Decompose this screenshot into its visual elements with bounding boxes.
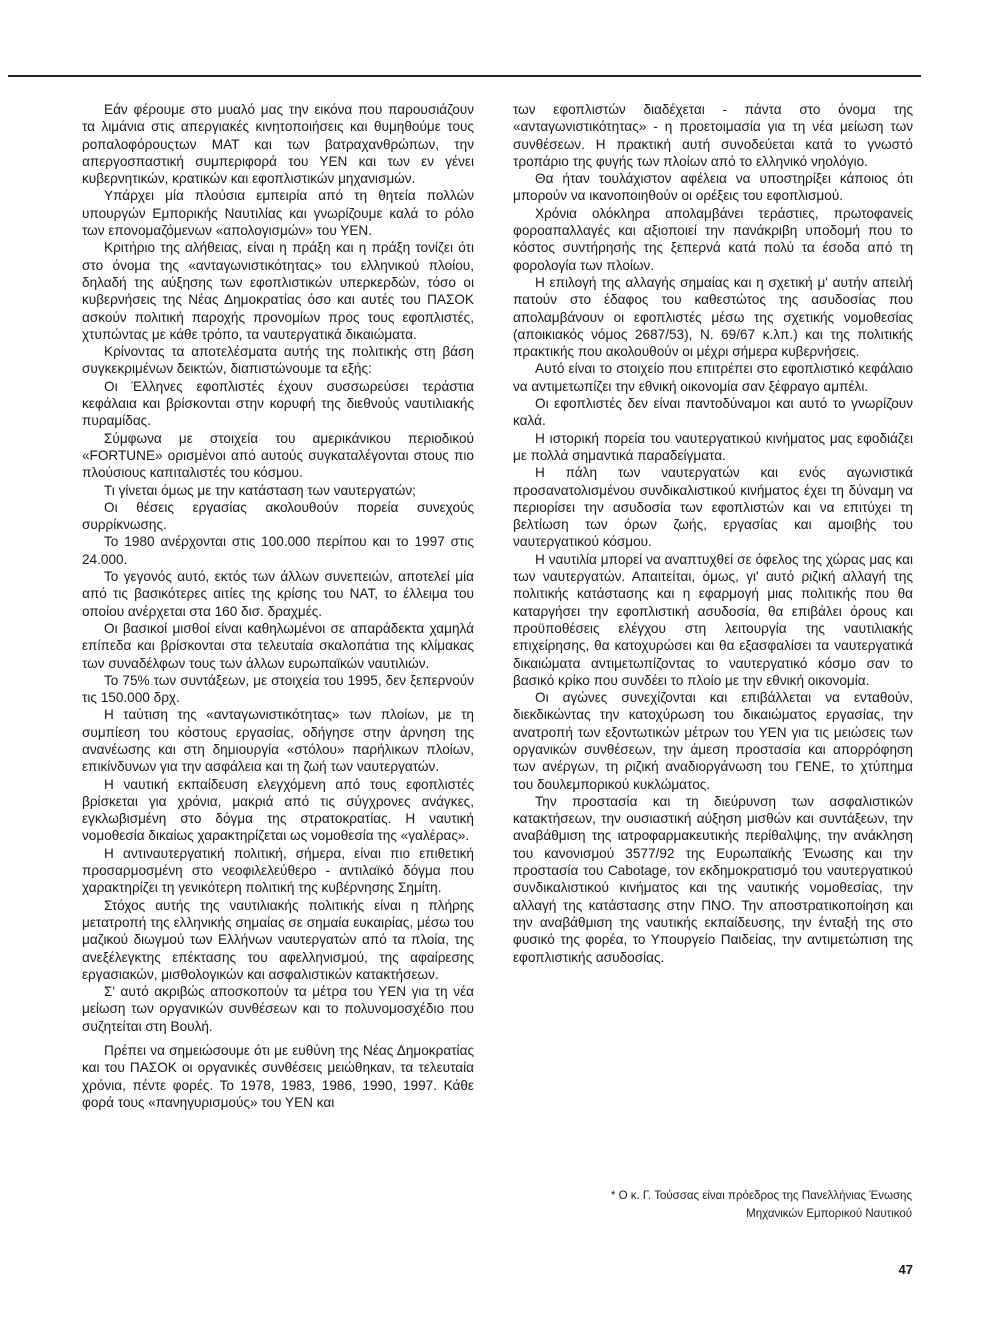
- paragraph: Η αντιναυτεργατική πολιτική, σήμερα, είναι πιο επιθετική προσαρμοσμένη στο νεοφιλελεύθερο - αντιλαϊκό δόγμα που χαρακτηρίζει τη γενικότερη πολιτική της κυβέρνησης Σημίτη.: [82, 845, 474, 896]
- paragraph: Η ναυτική εκπαίδευση ελεγχόμενη από τους εφοπλιστές βρίσκεται για χρόνια, μακριά από τις σύγχρονες ανάγκες, εγκλωβισμένη στο δόγμα της στρατοκρατίας. Η ναυτική νομοθεσία δικαίως χαρακτηρίζεται ως νομοθεσία της «γαλέρας».: [82, 776, 474, 844]
- paragraph: Η επιλογή της αλλαγής σημαίας και η σχετική μ' αυτήν απειλή πατούν στο έδαφος του καθεστώτος της ασυδοσίας που απολαμβάνουν οι εφοπλιστές μέσω της σχετικής νομοθεσίας (αποικιακός νόμος 2687/53), Ν. 69/67 κ.λπ.) και της πολιτικής πρακτικής που ακολουθούν οι μέχρι σήμερα κυβερνήσεις.: [513, 274, 913, 360]
- author-footnote: [520, 1187, 912, 1223]
- paragraph: Εάν φέρουμε στο μυαλό μας την εικόνα που παρουσιάζουν τα λιμάνια στις απεργιακές κινητοποιήσεις και θυμηθούμε τους ροπαλοφόρουςτων ΜΑΤ και των βατραχανθρώπων, την απεργοσπαστική συμπεριφορά του ΥΕΝ και των εν γένει κυβερνητικών, κρατικών και εφοπλιστικών μηχανισμών.: [82, 102, 474, 187]
- paragraph: Στόχος αυτής της ναυτιλιακής πολιτικής είναι η πλήρης μετατροπή της ελληνικής σημαίας σε σημαία ευκαιρίας, μέσω του μαζικού διωγμού των Ελλήνων ναυτεργατών από τα πλοία, της ανεξέλεγκτης επέκτασης του αφελληνισμού, της αφαίρεσης εργασιακών, μισθολογικών και ασφαλιστικών κατακτήσεων.: [82, 897, 474, 982]
- paragraph: Η ταύτιση της «ανταγωνιστικότητας» των πλοίων, με τη συμπίεση του κόστους εργασίας, οδήγησε στην άρνηση της ανανέωσης και στη δημιουργία «στόλου» παρήλικων πλοίων, επικίνδυνων για την ασφάλεια και τη ζωή των ναυτεργατών.: [82, 707, 474, 775]
- paragraph: Πρέπει να σημειώσουμε ότι με ευθύνη της Νέας Δημοκρατίας και του ΠΑΣΟΚ οι οργανικές συνθέσεις μειώθηκαν, τα τελευταία χρόνια, πέντε φορές. Το 1978, 1983, 1986, 1990, 1997. Κάθε φορά τους «πανηγυρισμούς» του ΥΕΝ και: [82, 1043, 474, 1110]
- paragraph: Χρόνια ολόκληρα απολαμβάνει τεράστιες, πρωτοφανείς φοροαπαλλαγές και αξιοποιεί την πανάκριβη υποδομή που το κόστος συντήρησής της ξεπερνά κατά πολύ τα έσοδα από τη φορολογία των πλοίων.: [513, 205, 913, 273]
- paragraph: Αυτό είναι το στοιχείο που επιτρέπει στο εφοπλιστικό κεφάλαιο να αντιμετωπίζει την εθνική οικονομία σαν ξέφραγο αμπέλι.: [513, 361, 913, 394]
- top-rule: [8, 75, 921, 77]
- page-number: 47: [898, 1262, 913, 1277]
- paragraph: Οι εφοπλιστές δεν είναι παντοδύναμοι και αυτό το γνωρίζουν καλά.: [513, 396, 913, 429]
- paragraph: Η ιστορική πορεία του ναυτεργατικού κινήματος μας εφοδιάζει με πολλά σημαντικά παραδείγματα.: [513, 430, 913, 463]
- paragraph: Το γεγονός αυτό, εκτός των άλλων συνεπειών, αποτελεί μία από τις βασικότερες αιτίες της κρίσης του ΝΑΤ, το έλλειμα του οποίου ανέρχεται στα 160 δισ. δραχμές.: [82, 569, 474, 619]
- paragraph: Τι γίνεται όμως με την κατάσταση των ναυτεργατών;: [104, 482, 416, 498]
- paragraph: Θα ήταν τουλάχιστον αφέλεια να υποστηρίξει κάποιος ότι μπορούν να ικανοποιηθούν οι ορέξεις του εφοπλισμού.: [513, 171, 913, 204]
- paragraph: Οι αγώνες συνεχίζονται και επιβάλλεται να ενταθούν, διεκδικώντας την κατοχύρωση του δικαιώματος εργασίας, την ανατροπή των εξοντωτικών μέτρων του ΥΕΝ για τις μειώσεις των οργανικών συνθέσεων, την άμεση προστασία και απορρόφηση των ανέργων, τη ριζική αναδιοργάνωση του ΓΕΝΕ, το χτύπημα του δουλεμπορικού κυκλώματος.: [513, 690, 913, 792]
- paragraph: Η ναυτιλία μπορεί να αναπτυχθεί σε όφελος της χώρας μας και των ναυτεργατών. Απαιτείται, όμως, γι' αυτό ριζική αλλαγή της πολιτικής κατάστασης και η εφαρμογή μιας πολιτικής που θα καταργήσει την εφοπλιστική ασυδοσία, θα επιβάλει όρους και προϋποθέσεις ελέγχου στη λειτουργία της ναυτιλιακής επιχείρησης, θα κατοχυρώσει και θα εξασφαλίσει τα ναυτεργατικά δικαιώματα αντιμετωπίζοντας το ναυτεργατικό κόσμο σαν το βασικό κρίκο που συνδέει το πλοίο με την εθνική οικονομία.: [513, 551, 913, 688]
- footnote-line: * Ο κ. Γ. Τούσσας είναι πρόεδρος της Πανελλήνιας Ένωσης: [610, 1190, 912, 1202]
- paragraph: των εφοπλιστών διαδέχεται - πάντα στο όνομα της «ανταγωνιστικότητας» - η προετοιμασία για τη νέα μείωση των συνθέσεων. Η πρακτική αυτή συνοδεύεται κατά το γνωστό τροπάριο της φυγής των πλοίων από το ελληνικό νηολόγιο.: [513, 102, 913, 169]
- right-column: [513, 101, 913, 966]
- paragraph: Την προστασία και τη διεύρυνση των ασφαλιστικών κατακτήσεων, την ουσιαστική αύξηση μισθών και συντάξεων, την αναβάθμιση της ιατροφαρμακευτικής περίθαλψης, την ανάκληση του κανονισμού 3577/92 της Ευρωπαϊκής Ένωσης και την προστασία του Cabotage, τον εκδημοκρατισμό του ναυτεργατικού συνδικαλιστικού κινήματος και της ναυτικής νομοθεσίας, την αλλαγή της κατάστασης στην ΠΝΟ. Την αποστρατικοποίηση και την αναβάθμιση της ναυτικής εκπαίδευσης, την ένταξή της στο φυσικό της φορέα, το Υπουργείο Παιδείας, την αντιμετώπιση της εφοπλιστικής ασυδοσίας.: [513, 793, 913, 965]
- paragraph: Κρίνοντας τα αποτελέσματα αυτής της πολιτικής στη βάση συγκεκριμένων δεικτών, διαπιστώνουμε τα εξής:: [82, 344, 474, 377]
- paragraph: Σύμφωνα με στοιχεία του αμερικάνικου περιοδικού «FORTUNE» ορισμένοι από αυτούς συγκαταλέγονται στους πιο πλούσιους καπιταλιστές του κόσμου.: [82, 430, 474, 481]
- paragraph: Οι θέσεις εργασίας ακολουθούν πορεία συνεχούς συρρίκνωσης.: [82, 499, 474, 533]
- paragraph: Η πάλη των ναυτεργατών και ενός αγωνιστικά προσανατολισμένου συνδικαλιστικού κινήματος έχει τη δύναμη να περιορίσει την ασυδοσία των εφοπλιστών και να επιτύχει τη βελτίωση των όρων ζωής, εργασίας και αμοιβής του ναυτεργατικού κόσμου.: [513, 465, 913, 550]
- paragraph: Σ' αυτό ακριβώς αποσκοπούν τα μέτρα του ΥΕΝ για τη νέα μείωση των οργανικών συνθέσεων και το πολυνομοσχέδιο που συζητείται στη Βουλή.: [82, 984, 474, 1034]
- paragraph: Το 75% των συντάξεων, με στοιχεία του 1995, δεν ξεπερνούν τις 150.000 δρχ.: [82, 672, 474, 706]
- paragraph: Το 1980 ανέρχονται στις 100.000 περίπου και το 1997 στις 24.000.: [82, 534, 474, 567]
- paragraph: Υπάρχει μία πλούσια εμπειρία από τη θητεία πολλών υπουργών Εμπορικής Ναυτιλίας και γνωρίζουμε καλά το ρόλο των επονομαζόμενων «απολογισμών» του ΥΕΝ.: [82, 188, 474, 239]
- paragraph: Οι βασικοί μισθοί είναι καθηλωμένοι σε απαράδεκτα χαμηλά επίπεδα και βρίσκονται στα τελευταία σκαλοπάτια της κλίμακας των συναδέλφων τους των άλλων ευρωπαϊκών ναυτιλιών.: [82, 620, 474, 671]
- footnote-line: Μηχανικών Εμπορικού Ναυτικού: [746, 1208, 912, 1220]
- paragraph: Κριτήριο της αλήθειας, είναι η πράξη και η πράξη τονίζει ότι στο όνομα της «ανταγωνιστικότητας» του ελληνικού πλοίου, δηλαδή της αύξησης των εφοπλιστικών υπερκερδών, τόσο οι κυβερνήσεις της Νέας Δημοκρατίας όσο και αυτές του ΠΑΣΟΚ ασκούν πολιτική παροχής προνομίων προς τους εφοπλιστές, χτυπώντας με κάθε τρόπο, τα ναυτεργατικά δικαιώματα.: [82, 240, 474, 342]
- paragraph: Οι Έλληνες εφοπλιστές έχουν συσσωρεύσει τεράστια κεφάλαια και βρίσκονται στην κορυφή της διεθνούς ναυτιλιακής πυραμίδας.: [82, 378, 474, 429]
- left-column: [82, 101, 474, 1111]
